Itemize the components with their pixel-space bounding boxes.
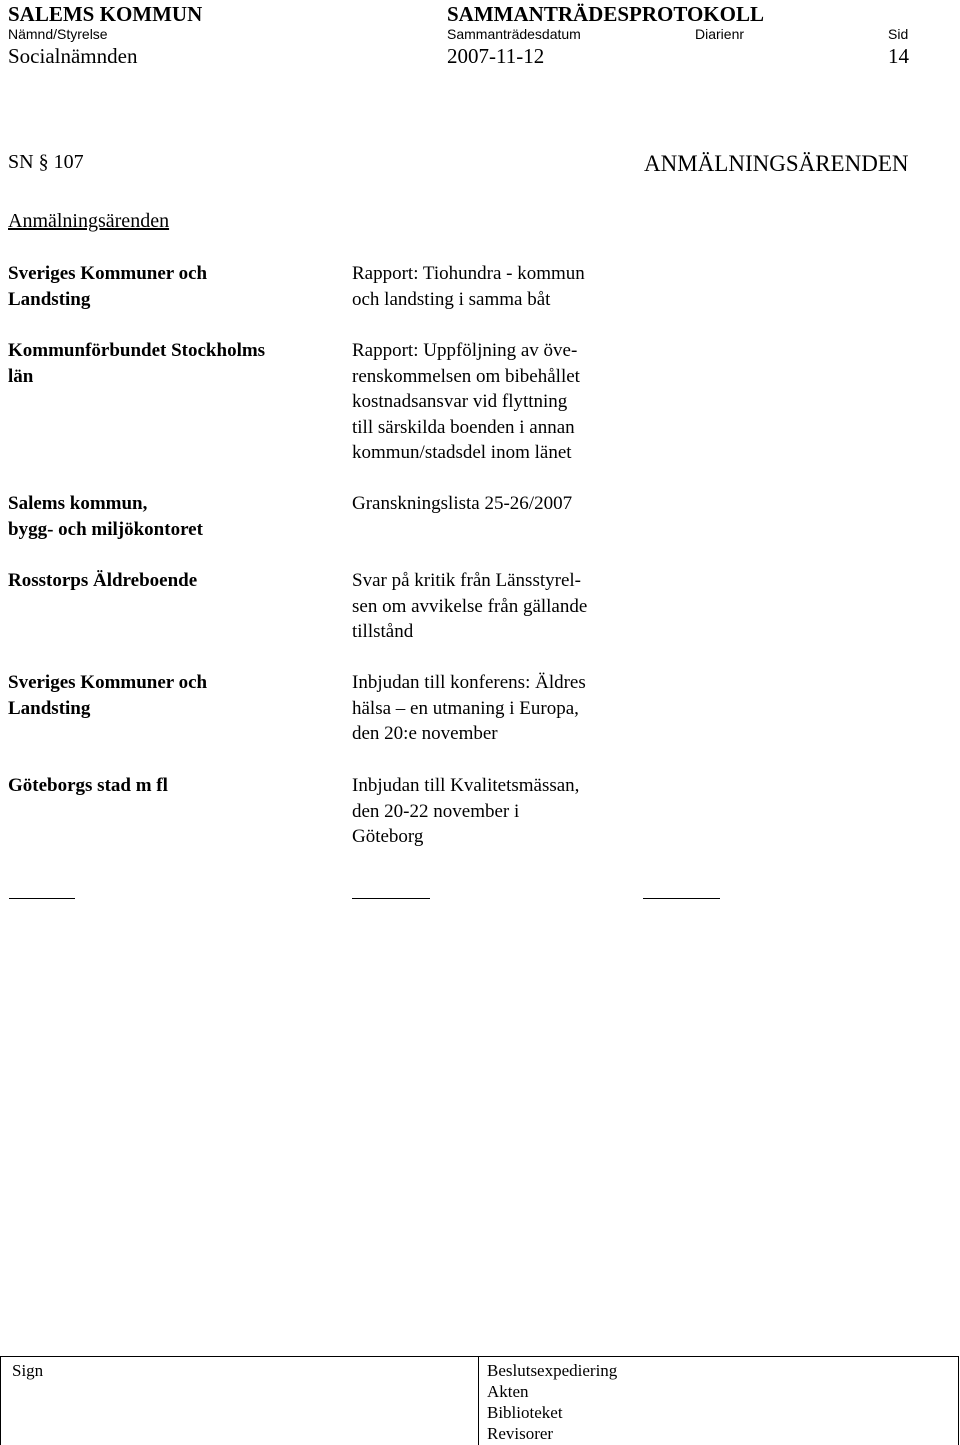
meeting-date: 2007-11-12: [447, 44, 545, 68]
dispatch-label: Beslutsexpediering: [487, 1361, 618, 1380]
item-subject: Svar på kritik från Länsstyrel- sen om avvikelse från gällande tillstånd: [352, 570, 588, 642]
section-number: SN § 107: [8, 151, 84, 173]
item-sender: Sveriges Kommuner och Landsting: [8, 672, 208, 719]
signature-line: [9, 898, 75, 899]
item-sender: Sveriges Kommuner och Landsting: [8, 263, 208, 310]
item-subject: Inbjudan till konferens: Äldres hälsa – en utmaning i Europa, den 20:e november: [352, 672, 586, 744]
item-sender: Rosstorps Äldreboende: [8, 570, 198, 591]
page-number: 14: [888, 44, 909, 68]
item-sender: Göteborgs stad m fl: [8, 775, 168, 796]
recipient: Revisorer: [487, 1424, 554, 1443]
signature-line: [643, 898, 720, 899]
recipient: Biblioteket: [487, 1403, 563, 1422]
document-type: SAMMANTRÄDESPROTOKOLL: [447, 2, 764, 26]
item-sender: Kommunförbundet Stockholms län: [8, 340, 266, 387]
board-label: Nämnd/Styrelse: [8, 26, 108, 42]
signature-line: [352, 898, 430, 899]
item-subject: Rapport: Tiohundra - kommun och landsting i samma båt: [352, 263, 585, 310]
footer-table: [0, 1356, 959, 1445]
section-category: ANMÄLNINGSÄRENDEN: [644, 151, 909, 176]
dispatch-cell: [479, 1357, 959, 1445]
page-label: Sid: [888, 26, 909, 42]
item-sender: Salems kommun, bygg- och miljökontoret: [8, 493, 203, 540]
date-label: Sammanträdesdatum: [447, 26, 581, 42]
item-subject: Granskningslista 25-26/2007: [352, 493, 573, 514]
recipient: Akten: [487, 1382, 529, 1401]
item-subject: Rapport: Uppföljning av öve- renskommelsen om bibehållet kostnadsansvar vid flyttning till särskilda boenden i annan kommun/stadsdel inom länet: [352, 340, 580, 463]
dispatch-list: [487, 1360, 617, 1444]
org-name: SALEMS KOMMUN: [8, 2, 203, 26]
registration-label: Diarienr: [695, 26, 745, 42]
sign-label: Sign: [12, 1361, 44, 1380]
board-name: Socialnämnden: [8, 44, 138, 68]
sign-cell: [1, 1357, 479, 1445]
item-subject: Inbjudan till Kvalitetsmässan, den 20-22 november i Göteborg: [352, 775, 580, 847]
section-title: Anmälningsärenden: [8, 210, 170, 232]
